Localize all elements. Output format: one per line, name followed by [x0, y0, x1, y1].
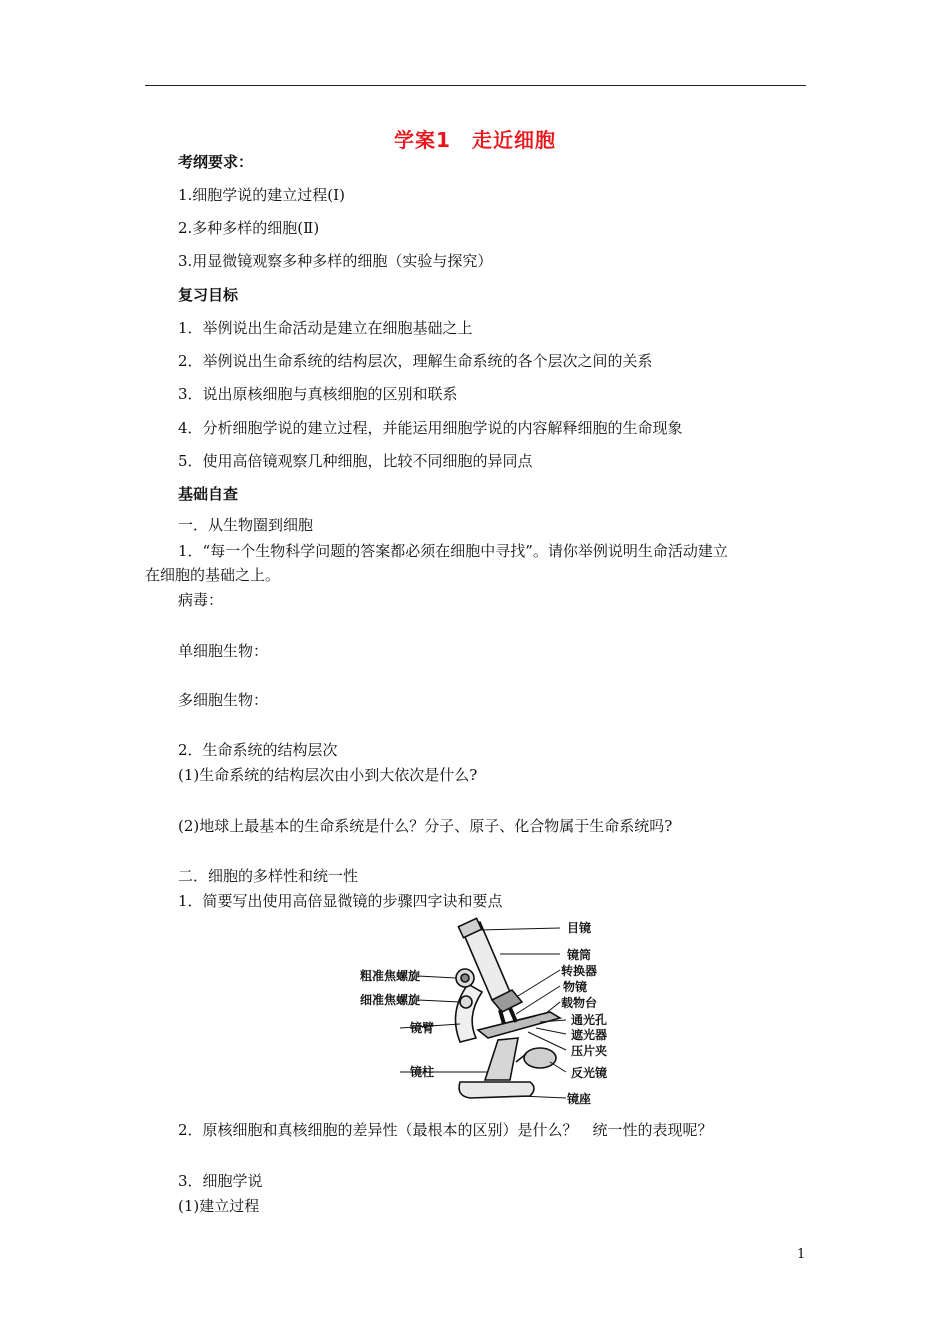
label-diaphragm: 遮光器 — [571, 1028, 608, 1042]
label-fine-knob: 细准焦螺旋 — [360, 993, 421, 1007]
label-arm: 镜臂 — [410, 1021, 435, 1035]
question-text: (2)地球上最基本的生命系统是什么？分子、原子、化合物属于生命系统吗? — [178, 817, 673, 835]
label-eyepiece: 目镜 — [567, 921, 592, 935]
header-rule — [145, 85, 806, 86]
goal-item: 3．说出原核细胞与真核细胞的区别和联系 — [178, 385, 458, 403]
question-text: 3．细胞学说 — [178, 1172, 263, 1190]
label-tube: 镜筒 — [567, 948, 592, 962]
question-text: 在细胞的基础之上。 — [145, 566, 281, 584]
goal-item: 5．使用高倍镜观察几种细胞，比较不同细胞的异同点 — [178, 452, 533, 470]
question-text: 2．生命系统的结构层次 — [178, 741, 338, 759]
answer-prompt: 单细胞生物： — [178, 642, 269, 660]
question-text: (1)生命系统的结构层次由小到大依次是什么? — [178, 766, 478, 784]
label-base: 镜座 — [567, 1092, 592, 1106]
section-heading: 一．从生物圈到细胞 — [178, 516, 314, 534]
syllabus-item: 3.用显微镜观察多种多样的细胞（实验与探究） — [178, 252, 493, 270]
label-pillar: 镜柱 — [410, 1065, 435, 1079]
answer-prompt: 病毒： — [178, 591, 224, 609]
syllabus-item: 2.多种多样的细胞(Ⅱ) — [178, 219, 320, 237]
goal-item: 1．举例说出生命活动是建立在细胞基础之上 — [178, 319, 473, 337]
section-heading: 二．细胞的多样性和统一性 — [178, 867, 359, 885]
question-text: 1．“每一个生物科学问题的答案都必须在细胞中寻找”。请你举例说明生命活动建立 — [178, 542, 728, 560]
goal-item: 2．举例说出生命系统的结构层次，理解生命系统的各个层次之间的关系 — [178, 352, 653, 370]
page-title: 学案1 走近细胞 — [394, 128, 556, 152]
label-mirror: 反光镜 — [571, 1066, 608, 1080]
basics-heading: 基础自查 — [178, 485, 239, 503]
goals-heading: 复习目标 — [178, 286, 239, 304]
syllabus-item: 1.细胞学说的建立过程(Ⅰ) — [178, 186, 345, 204]
question-text: 1．简要写出使用高倍显微镜的步骤四字诀和要点 — [178, 892, 503, 910]
label-stage: 载物台 — [561, 996, 598, 1010]
microscope-illustration — [456, 918, 561, 1098]
microscope-figure — [360, 912, 625, 1112]
question-text: 2．原核细胞和真核细胞的差异性（最根本的区别）是什么？ 统一性的表现呢？ — [178, 1121, 713, 1139]
label-coarse-knob: 粗准焦螺旋 — [360, 969, 421, 983]
syllabus-heading: 考纲要求： — [178, 153, 254, 171]
goal-item: 4．分析细胞学说的建立过程，并能运用细胞学说的内容解释细胞的生命现象 — [178, 419, 683, 437]
answer-prompt: 多细胞生物： — [178, 691, 269, 709]
label-objective: 物镜 — [563, 980, 588, 994]
label-aperture: 通光孔 — [571, 1013, 608, 1027]
label-nosepiece: 转换器 — [561, 964, 598, 978]
question-text: (1)建立过程 — [178, 1197, 260, 1215]
label-clip: 压片夹 — [571, 1044, 608, 1058]
page-number: 1 — [797, 1247, 806, 1262]
